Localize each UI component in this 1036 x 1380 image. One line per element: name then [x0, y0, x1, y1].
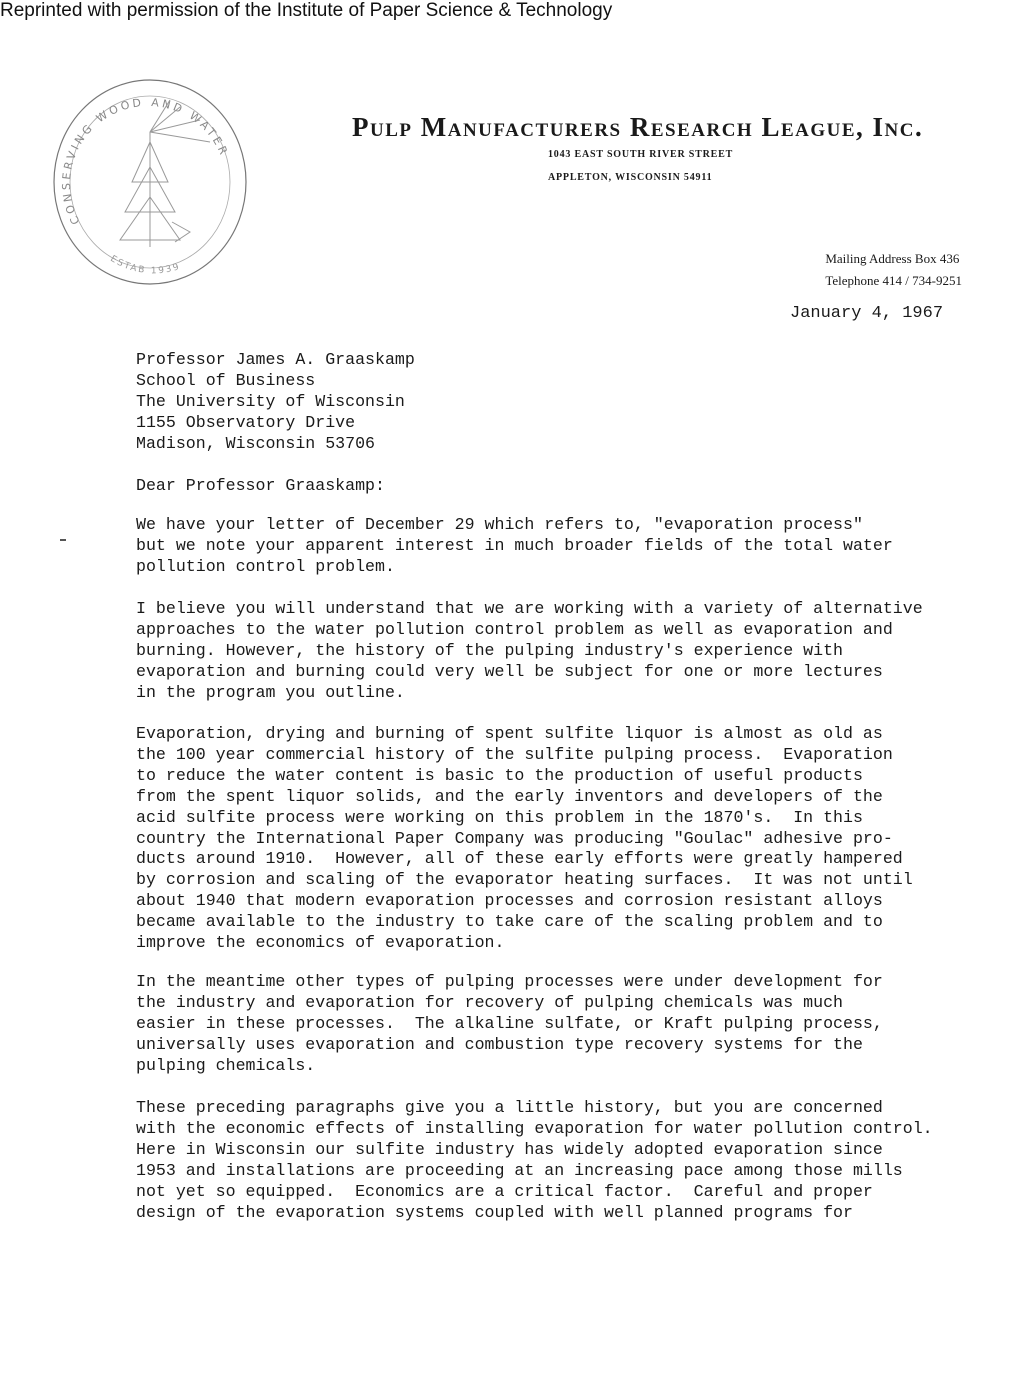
body-paragraph-1: We have your letter of December 29 which refers to, "evaporation process" but we note your apparent interest in much broader fields of the total water pollution control problem.: [136, 515, 893, 576]
seal-est-text: ESTAB 1939: [108, 254, 183, 277]
body-paragraph-5: These preceding paragraphs give you a little history, but you are concerned with the economic effects of installing evaporation for water pollution control. Here in Wisconsin our sulfite industry has widely adopted evaporation since 1953 and installations are proceeding at an increasing pace among those mills not yet so equipped. Economics are a critical factor. Careful and proper design of the evaporation systems coupled with well planned programs for: [136, 1098, 933, 1222]
league-seal-logo: [50, 72, 250, 287]
svg-text:CONSERVING WOOD AND WATER: [60, 96, 231, 227]
inside-address: Professor James A. Graaskamp School of Business The University of Wisconsin 1155 Observatory Drive Madison, Wisconsin 53706: [136, 350, 415, 453]
mailing-address: Mailing Address Box 436: [825, 251, 960, 266]
reprint-notice: Reprinted with permission of the Institute of Paper Science & Technology: [0, 0, 613, 21]
contact-block: [825, 248, 962, 292]
letter-date: January 4, 1967: [790, 304, 944, 323]
telephone: Telephone 414 / 734-9251: [825, 273, 962, 288]
body-paragraph-3: Evaporation, drying and burning of spent sulfite liquor is almost as old as the 100 year commercial history of the sulfite pulping process. Evaporation to reduce the water content is basic to the production of useful products from the spent liquor solids, and the early inventors and developers of the acid sulfite process were working on this problem in the 1870's. In this country the International Paper Company was producing "Goulac" adhesive pro- ducts around 1910. However, all of these early efforts were greatly hampered by corrosion and scaling of the evaporator heating surfaces. It was not until about 1940 that modern evaporation processes and corrosion resistant alloys became available to the industry to take care of the scaling problem and to improve the economics of evaporation.: [136, 724, 913, 953]
city-address: APPLETON, WISCONSIN 54911: [548, 172, 713, 183]
street-address: 1043 EAST SOUTH RIVER STREET: [548, 149, 734, 160]
margin-mark: [60, 539, 66, 541]
letterhead: [352, 112, 982, 183]
seal-ring-text: CONSERVING WOOD AND WATER: [60, 95, 231, 227]
body-paragraph-2: I believe you will understand that we are working with a variety of alternative approaches to the water pollution control problem as well as evaporation and burning. However, the history of the pulping industry's experience with evaporation and burning could very well be subject for one or more lectures in the program you outline.: [136, 599, 923, 702]
organization-name: Pulp Manufacturers Research League, Inc.: [352, 112, 924, 142]
body-paragraph-4: In the meantime other types of pulping processes were under development for the industry and evaporation for recovery of pulping chemicals was much easier in these processes. The alkaline sulfate, or Kraft pulping process, universally uses evaporation and combustion type recovery systems for the pulping chemicals.: [136, 972, 883, 1075]
svg-text:ESTAB 1939: [108, 254, 182, 276]
salutation: Dear Professor Graaskamp:: [136, 476, 385, 495]
